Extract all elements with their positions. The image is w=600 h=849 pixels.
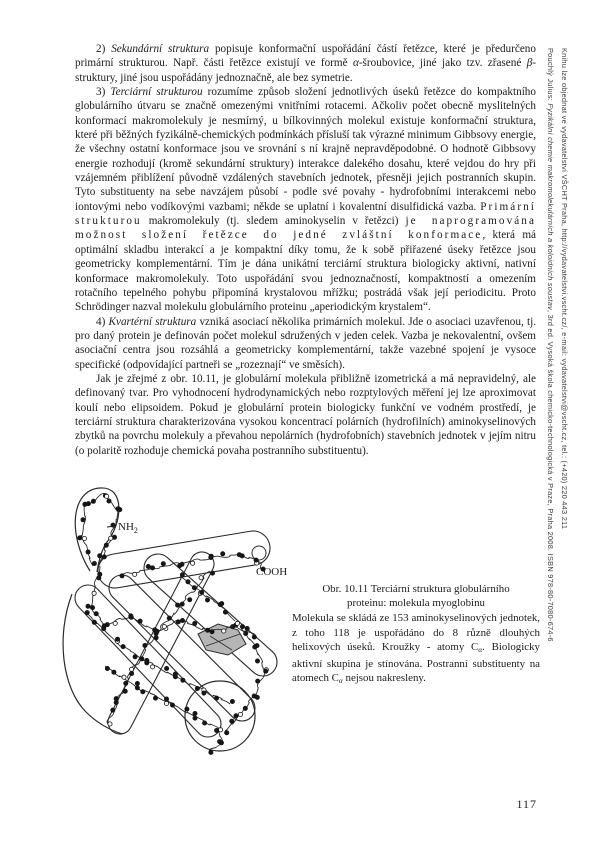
myoglobin-structure-drawing xyxy=(60,476,297,764)
paragraph-quaternary-structure: 4) Kvartérní struktura vzniká asociací několika primárních molekul. Jde o asociaci uzavřenou, tj. pro daný protein je definován počet molekul sdružených v jeden celek. Vazba je nekovalentní, ovšem asociační centra jsou rozsáhlá a geometricky komplementární, takže vazebné spojení je vysoce specifické (odpovídající partneři se „rozeznají“ ve směsích). xyxy=(75,315,536,371)
caption-body: Molekula se skládá ze 153 aminokyselinových jednotek, z toho 118 je uspořádáno do 8 různě dlouhých helixových úseků. Kroužky - atomy Cα. Biologicky aktivní skupina je stínována. Postranní substituenty na atomech Cα nejsou nakresleny. xyxy=(292,612,540,685)
caption-title-line1: Obr. 10.11 Terciární struktura globulárního xyxy=(322,583,510,595)
margin-order-info: Knihu lze objednat ve vydavatelství VŠCHT Praha, http://vydavatelstvi.vscht.cz/, e-mail: vydavatelstvi@vscht.cz, tel.: (+420) 220 443 211 xyxy=(560,48,569,530)
cooh-label: COOH xyxy=(256,566,288,578)
text-column xyxy=(75,42,536,458)
paragraph-secondary-structure: 2) Sekundární struktura popisuje konformační uspořádání částí řetězce, které je předurčeno primární strukturou. Např. části řetězce existují ve formě α-šroubovice, jiné jako tzv. zřasené β-struktury, jiné jsou uspořádány jednoznačně, ale bez symetrie. xyxy=(75,43,536,84)
paragraph-globular-shape: Jak je zřejmé z obr. 10.11, je globulární molekula přibližně izometrická a má nepravidelný, ale definovaný tvar. Pro vyhodnocení hydrodynamických nebo rozptylových měření jej lze aproximovat koulí nebo elipsoidem. Pokud je globulární protein biologicky funkční ve vodném prostředí, je terciární struktura charakterizována vysokou koncentrací polárních (hydrofilních) aminokyselinových zbytků na povrchu molekuly a převahou nepolárních (hydrofobních) stavebních jednotek v jejím nitru (o polaritě rozhoduje chemická povaha postranního substituentu). xyxy=(75,372,536,457)
paragraph-tertiary-structure: 3) Terciární strukturou rozumíme způsob složení jednotlivých úseků řetězce do kompaktního globulárního útvaru se značně omezenými vnitřními rotacemi. Ačkoliv počet obecně myslitelných konformací makromolekuly je nesmírný, u bílkovinných molekul existuje konformační struktura, které při běžných fyzikálně-chemických podmínkách přísluší tak výrazné minimum Gibbsovy energie, že všechny ostatní konformace jsou ve srovnání s ní krajně nepravděpodobné. O hodnotě Gibbsovy energie rozhodují (kromě sekundární struktury) interakce dalekého dosahu, které vejdou do hry při vzájemném přiblížení původně vzdálených stavebních jednotek, přesněji jejich postranních skupin. Tyto substituenty na sebe navzájem působí - podle své povahy - hydrofobními interakcemi nebo iontovými nebo vodíkovými vazbami; někde se uplatní i kovalentní disulfidická vazba. Primární strukturou makromolekuly (tj. sledem aminokyselin v řetězci) je naprogramována možnost složení řetězce do jedné zvláštní konformace, která má optimální skladbu interakcí a je kompaktní díky tomu, že k sobě přiřazené úseky řetězce jsou geometricky komplementární. Tím je dána unikátní terciární struktura biologicky aktivní, nativní konformace makromolekuly. Toto uspořádání svou jednoznačností, kompaktností a omezením rotačního tepelného pohybu připomíná krystalovou mřížku; postrádá však její periodicitu. Proto Schrödinger nazval molekulu globulárního proteinu „aperiodickým krystalem“. xyxy=(75,86,537,314)
figure-caption xyxy=(292,582,540,688)
figure-myoglobin xyxy=(60,476,297,764)
page-number: 117 xyxy=(516,797,537,811)
nh2-label: $NH_2$ xyxy=(118,521,138,535)
margin-citation: Pouchlý Julius: Fyzikální chemie makromolekulárních a koloidních soustav, 3rd ed. Vysoká škola chemicko-technologická v Praze, Praha 2008. ISBN 978-80-7080-674-6 xyxy=(546,48,555,642)
caption-title-line2: proteinu: molekula myoglobinu xyxy=(347,597,485,610)
